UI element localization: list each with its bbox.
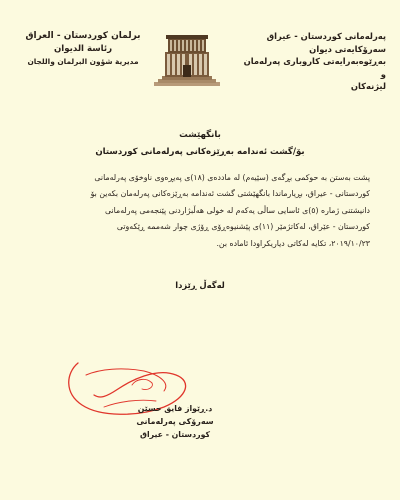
- paragraph-line: کوردستان - عێراق، لەکاتژمێر (١١)ی پێشنیوەڕۆی ڕۆژی چوار شەممە ڕێکەوتی: [116, 222, 370, 232]
- document-recipient: بۆ/گشت ئەندامە بەڕێزەکانی پەرلەمانی کوردستان: [95, 147, 305, 157]
- parliament-building-emblem: [152, 30, 222, 88]
- header-arabic-line-2: رئاسة الديوان: [53, 44, 113, 54]
- paragraph-line: دانیشتنی ژمارە (٥)ی ئاسایی ساڵی یەکەم لە خولی هەڵبژاردنی پێنجەمی پەرلەمانی: [105, 205, 370, 215]
- header-kurdish-line-4: لیژنەکان: [350, 81, 386, 91]
- header-kurdish-line-2: سەرۆکایەتی دیوان: [309, 43, 386, 54]
- signatory-block: [112, 402, 238, 441]
- paragraph-line: کوردستانی - عیراق، بڕیارماندا بانگهێشتی گشت ئەندامە بەڕێزەکانی پەرلەمان بکەین بۆ: [90, 189, 370, 199]
- paragraph-line: پشت بەستن بە حوکمی بڕگەی (سێیەم) لە ماددەی (١٨)ی پەیڕەوی ناوخۆی پەرلەمانی: [94, 173, 370, 182]
- header-kurdish-line-1: پەرلەمانی کوردستان - عیراق: [266, 31, 386, 41]
- paragraph-line: ٢٠١٩/١٠/٢٣، تکایە لەکاتی دیاریکراودا ئامادە بن.: [216, 238, 370, 248]
- signatory-organization: کوردستان - عیراق: [139, 430, 210, 439]
- header-kurdish-line-3: بەڕێوەبەرایەتی کاروباری پەرلەمان و: [243, 56, 386, 79]
- closing-regards: لەگەڵ ڕێزدا: [175, 280, 225, 290]
- header-arabic: [18, 30, 148, 68]
- invitation-paragraph: [40, 170, 370, 252]
- signatory-name: د.ڕێواز فایق حسێن: [137, 404, 213, 413]
- signatory-position: سەرۆکی پەرلەمانی: [136, 417, 214, 426]
- header-arabic-line-1: برلمان كوردستان - العراق: [25, 31, 141, 41]
- header-arabic-line-3: مديرية شؤون البرلمان واللجان: [27, 57, 139, 66]
- document-title: بانگهێشت: [179, 130, 221, 140]
- header-kurdish: [236, 30, 386, 93]
